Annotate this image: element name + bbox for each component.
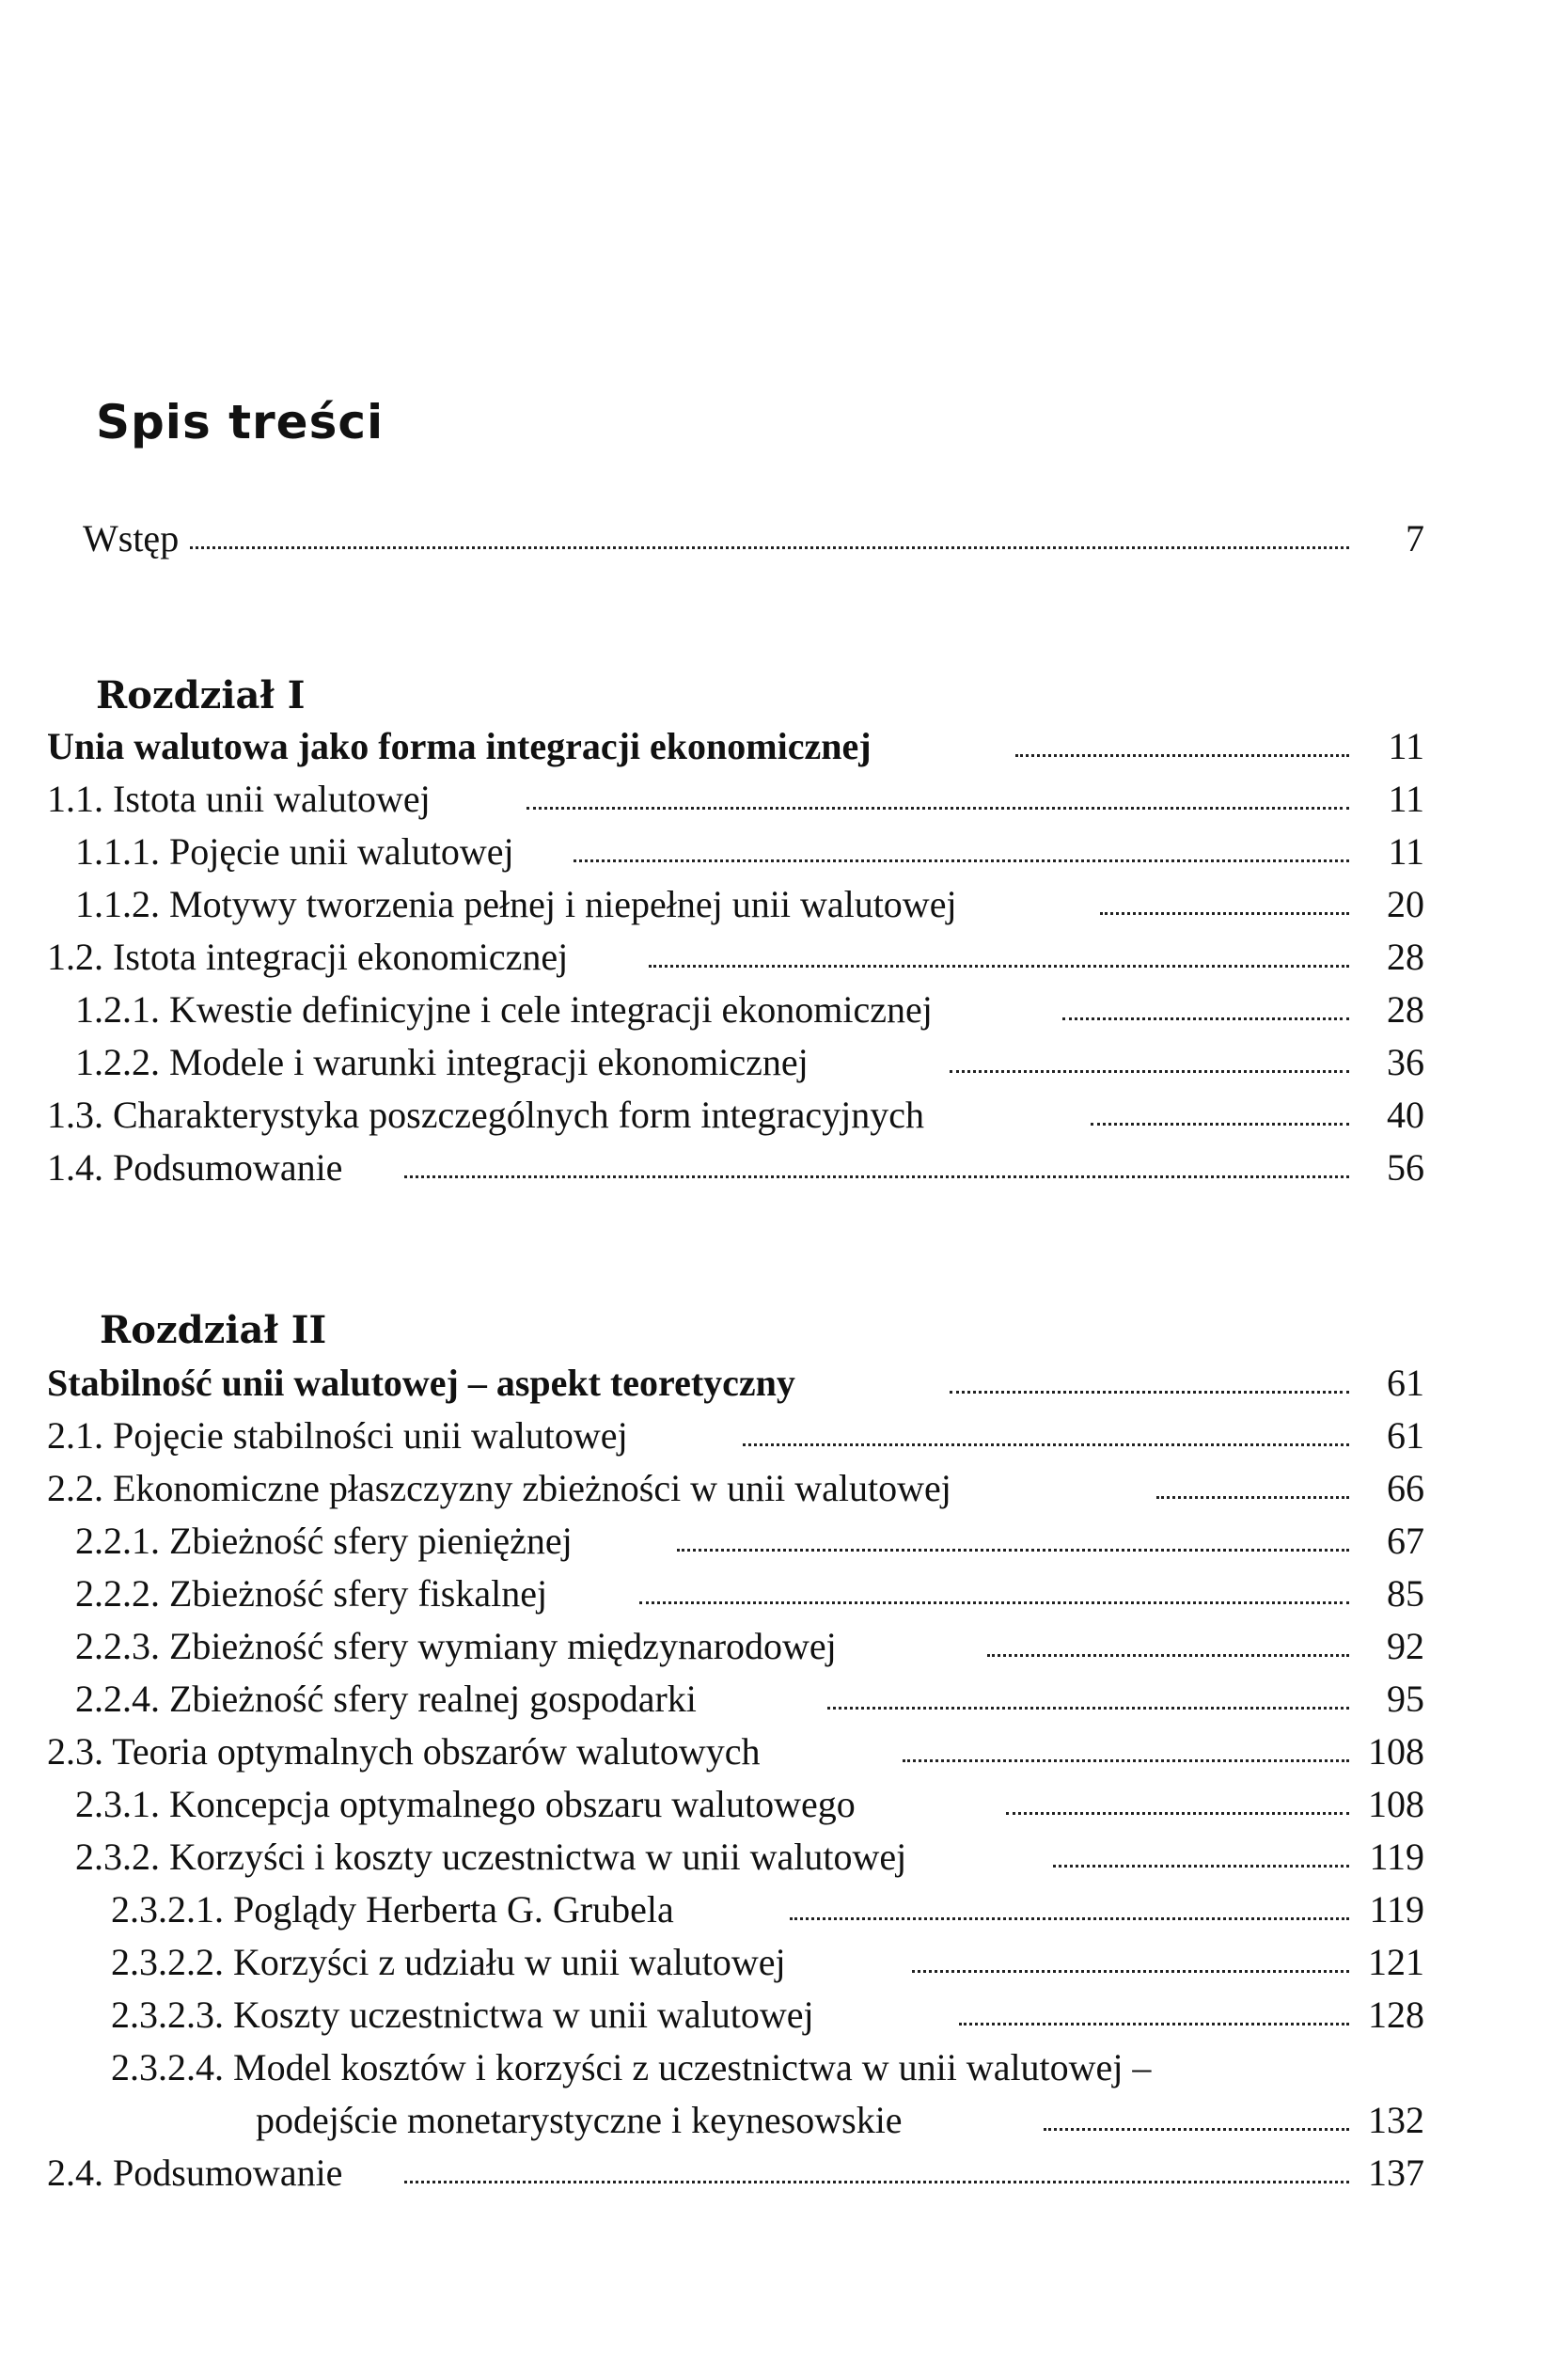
toc-entry-page: 66 xyxy=(1387,1467,1424,1509)
toc-entry-page: 119 xyxy=(1369,1836,1424,1878)
toc-entry[interactable] xyxy=(0,1884,1556,1936)
toc-entry[interactable] xyxy=(0,2094,1556,2147)
dot-leader xyxy=(574,859,1349,862)
toc-entry-label: Wstęp xyxy=(83,512,190,565)
toc-entry-label: 2.3. Teoria optymalnych obszarów walutowych xyxy=(47,1726,772,1778)
toc-entry[interactable] xyxy=(0,1410,1556,1462)
dot-leader xyxy=(677,1549,1349,1552)
toc-entry-label: 2.2.2. Zbieżność sfery fiskalnej xyxy=(75,1568,558,1620)
toc-entry[interactable] xyxy=(0,1568,1556,1620)
toc-entry[interactable] xyxy=(0,1620,1556,1673)
dot-leader xyxy=(987,1654,1349,1657)
dot-leader xyxy=(639,1601,1349,1604)
toc-entry-label: 2.3.2.1. Poglądy Herberta G. Grubela xyxy=(111,1884,685,1936)
toc-entry-label: 1.1.1. Pojęcie unii walutowej xyxy=(75,826,526,878)
dot-leader xyxy=(1062,1017,1349,1020)
toc-entry-page: 119 xyxy=(1369,1888,1424,1931)
toc-entry[interactable] xyxy=(0,720,1556,773)
toc-entry[interactable] xyxy=(0,1036,1556,1089)
dot-leader xyxy=(1091,1123,1349,1126)
toc-entry-page: 28 xyxy=(1387,988,1424,1031)
dot-leader xyxy=(404,1175,1349,1178)
dot-leader xyxy=(1044,2128,1349,2131)
toc-entry-page: 108 xyxy=(1368,1730,1424,1773)
toc-entry-label: 2.3.2.4. Model kosztów i korzyści z uczestnictwa w unii walutowej – xyxy=(111,2046,1152,2088)
toc-entry-label: 1.2.2. Modele i warunki integracji ekonomicznej xyxy=(75,1036,820,1089)
toc-entry[interactable] xyxy=(0,1089,1556,1142)
dot-leader xyxy=(649,965,1349,968)
toc-entry-label: 1.2. Istota integracji ekonomicznej xyxy=(47,931,579,984)
toc-entry-label: 2.3.1. Koncepcja optymalnego obszaru walutowego xyxy=(75,1778,867,1831)
toc-entry-page: 92 xyxy=(1387,1625,1424,1667)
toc-entry-page: 11 xyxy=(1388,725,1424,767)
toc-entry[interactable] xyxy=(0,1357,1556,1410)
dot-leader xyxy=(743,1443,1349,1446)
toc-entry-label: 1.2.1. Kwestie definicyjne i cele integracji ekonomicznej xyxy=(75,984,944,1036)
dot-leader xyxy=(1053,1865,1349,1868)
toc-entry-page: 132 xyxy=(1368,2099,1424,2141)
toc-entry[interactable] xyxy=(0,773,1556,826)
toc-entry-label: Unia walutowa jako forma integracji ekonomicznej xyxy=(47,720,883,773)
dot-leader xyxy=(527,807,1349,810)
dot-leader xyxy=(404,2181,1349,2183)
toc-entry[interactable] xyxy=(0,826,1556,878)
toc-entry-label: 1.1. Istota unii walutowej xyxy=(47,773,442,826)
toc-entry[interactable] xyxy=(0,1142,1556,1194)
toc-entry-page: 7 xyxy=(1406,517,1424,560)
dot-leader xyxy=(1006,1812,1349,1815)
dot-leader xyxy=(1156,1496,1349,1499)
toc-entry-page: 11 xyxy=(1388,830,1424,873)
toc-entry[interactable] xyxy=(0,1936,1556,1989)
toc-entry-page: 40 xyxy=(1387,1094,1424,1136)
toc-entry[interactable] xyxy=(0,1673,1556,1726)
toc-entry-page: 108 xyxy=(1368,1783,1424,1825)
toc-entry[interactable] xyxy=(0,1831,1556,1884)
toc-entry-label: 2.3.2.3. Koszty uczestnictwa w unii walutowej xyxy=(111,1989,825,2041)
toc-entry-label: 1.3. Charakterystyka poszczególnych form integracyjnych xyxy=(47,1089,935,1142)
toc-entry[interactable] xyxy=(0,1515,1556,1568)
dot-leader xyxy=(950,1070,1349,1073)
toc-entry-page: 61 xyxy=(1387,1362,1424,1404)
toc-entry-page: 121 xyxy=(1368,1941,1424,1983)
toc-entry-page: 11 xyxy=(1388,778,1424,820)
chapter-heading-2: Rozdział II xyxy=(100,1308,327,1352)
toc-entry-page: 85 xyxy=(1387,1572,1424,1615)
toc-entry[interactable] xyxy=(0,2147,1556,2199)
toc-entry-intro[interactable] xyxy=(0,512,1556,565)
toc-entry-label: podejście monetarystyczne i keynesowskie xyxy=(256,2094,914,2147)
toc-entry-label: 2.4. Podsumowanie xyxy=(47,2147,354,2199)
toc-entry[interactable] xyxy=(0,1726,1556,1778)
toc-entry-label: 2.3.2.2. Korzyści z udziału w unii walutowej xyxy=(111,1936,797,1989)
toc-entry[interactable] xyxy=(0,931,1556,984)
dot-leader xyxy=(959,2023,1349,2025)
dot-leader xyxy=(179,546,1349,549)
toc-entry-label: 2.2.3. Zbieżność sfery wymiany międzynarodowej xyxy=(75,1620,848,1673)
toc-entry[interactable] xyxy=(0,878,1556,931)
toc-entry[interactable] xyxy=(0,1778,1556,1831)
toc-entry-page: 28 xyxy=(1387,936,1424,978)
toc-entry-label: 2.2.4. Zbieżność sfery realnej gospodarki xyxy=(75,1673,708,1726)
dot-leader xyxy=(827,1707,1349,1710)
toc-entry-page: 128 xyxy=(1368,1994,1424,2036)
toc-entry[interactable] xyxy=(0,1462,1556,1515)
page-title: Spis treści xyxy=(96,395,385,449)
toc-entry-page: 61 xyxy=(1387,1414,1424,1457)
toc-entry-label: 1.1.2. Motywy tworzenia pełnej i niepełnej unii walutowej xyxy=(75,878,968,931)
toc-entry-page: 56 xyxy=(1387,1146,1424,1189)
toc-entry[interactable] xyxy=(0,1989,1556,2041)
dot-leader xyxy=(950,1391,1349,1394)
toc-entry-label: 2.1. Pojęcie stabilności unii walutowej xyxy=(47,1410,639,1462)
toc-entry-page: 67 xyxy=(1387,1520,1424,1562)
dot-leader xyxy=(790,1917,1349,1920)
dot-leader xyxy=(1015,754,1349,757)
toc-entry-label: Stabilność unii walutowej – aspekt teoretyczny xyxy=(47,1357,807,1410)
toc-entry-label: 2.2. Ekonomiczne płaszczyzny zbieżności w unii walutowej xyxy=(47,1462,963,1515)
toc-entry-label: 2.3.2. Korzyści i koszty uczestnictwa w unii walutowej xyxy=(75,1831,918,1884)
toc-entry-page: 20 xyxy=(1387,883,1424,925)
toc-entry-page: 36 xyxy=(1387,1041,1424,1083)
dot-leader xyxy=(1100,912,1349,915)
toc-entry-label: 2.2.1. Zbieżność sfery pieniężnej xyxy=(75,1515,584,1568)
toc-entry-page: 137 xyxy=(1368,2151,1424,2194)
toc-entry-page: 95 xyxy=(1387,1678,1424,1720)
toc-entry[interactable] xyxy=(0,984,1556,1036)
dot-leader xyxy=(912,1970,1349,1973)
toc-entry-label: 1.4. Podsumowanie xyxy=(47,1142,354,1194)
dot-leader xyxy=(903,1759,1349,1762)
chapter-heading-1: Rozdział I xyxy=(96,673,306,717)
